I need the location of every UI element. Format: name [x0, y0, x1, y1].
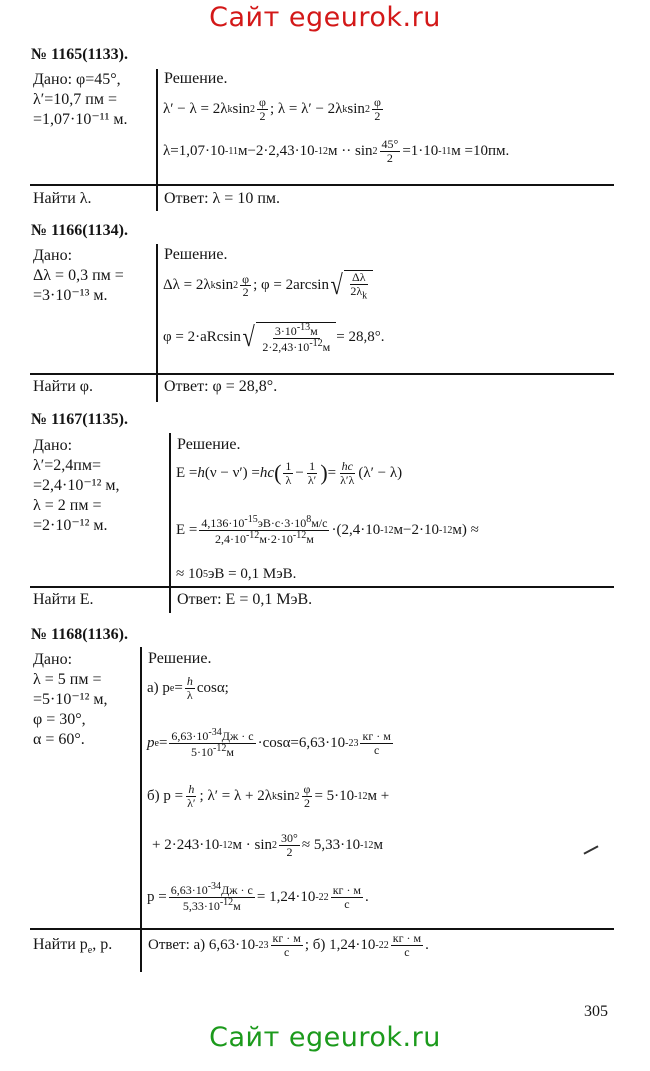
answer-1167: Ответ: Е = 0,1 МэВ.: [177, 591, 313, 608]
divider-vertical: [156, 244, 158, 402]
pen-mark: [583, 845, 598, 854]
problem-title-1166: № 1166(1134).: [31, 222, 128, 239]
given-1168: [33, 650, 108, 750]
equation-1166-1: Δλ = 2λ k sin 2 $\frac{\varphi}{2}$ ; φ = 2arcsin √ $\frac{\Delta\lambda}{2\lambda_k}$: [163, 270, 373, 301]
equation-1165-2: λ=1,07·10 -11 м−2·2,43·10 -12 м ·· sin 2 $\frac{45^\circ}{2}$ =1·10 -11 м =10пм.: [163, 137, 510, 165]
solution-label: Решение.: [164, 70, 228, 87]
answer-1168: Ответ: а) 6,63·10 -23 $\frac{кг \cdot м}{с}$ ; б) 1,24·10 -22 $\frac{кг \cdot м}{с}$ .: [148, 931, 429, 959]
given-line: φ = 30°,: [33, 711, 86, 728]
given-line: Дано:: [33, 651, 73, 668]
equation-1168-e: p = $\frac{6,63\cdot 10^{-34}Дж \cdot с}{5,33\cdot 10^{-12}м}$ = 1,24·10 -22 $\frac{кг \cdot м}{с}$ .: [147, 881, 369, 913]
equation-1167-3: ≈ 10 5 эВ = 0,1 МэВ.: [176, 566, 297, 582]
equation-1166-2: φ = 2·aRcsin √ $\frac{3\cdot 10^{-13}м}{2\cdot 2,43\cdot 10^{-12}м}$ = 28,8°.: [163, 321, 385, 354]
divider-horizontal: [30, 928, 614, 930]
divider-vertical: [156, 69, 158, 211]
solution-label: Решение.: [164, 246, 228, 263]
equation-1168-a: а) p e = $\frac{h}{\lambda}$ cosα;: [147, 674, 229, 702]
solution-label: Решение.: [177, 436, 241, 453]
site-watermark-top: Сайт egeurok.ru: [209, 2, 441, 33]
given-line: λ = 2 пм =: [33, 497, 102, 514]
problem-title-1165: № 1165(1133).: [31, 46, 128, 63]
equation-1165-1: λ′ − λ = 2λ k sin 2 $\frac{\varphi}{2}$ ; λ = λ′ − 2λ k sin 2 $\frac{\varphi}{2}$: [163, 95, 381, 123]
given-1166: [33, 246, 124, 306]
page-number: 305: [584, 1003, 608, 1020]
equation-1168-b: p e = $\frac{6,63\cdot 10^{-34}Дж \cdot с}{5\cdot 10^{-12}м}$ ·cosα=6,63·10 -23 $\frac{кг \cdot м}{с}$: [147, 727, 391, 759]
given-line: Дано: φ=45°,: [33, 71, 121, 88]
given-line: =2,4·10⁻¹² м,: [33, 477, 120, 494]
given-line: α = 60°.: [33, 731, 85, 748]
problem-title-1167: № 1167(1135).: [31, 411, 128, 428]
given-line: =3·10⁻¹³ м.: [33, 287, 108, 304]
find-1167: Найти Е.: [33, 591, 94, 608]
given-line: =5·10⁻¹² м,: [33, 691, 108, 708]
equation-1167-2: Е = $\frac{4,136\cdot 10^{-15}эВ\cdot с\cdot 3\cdot 10^8м/с}{2,4\cdot 10^{-12}м\cdot 2\cdot 10^{-12}м}$ ·(2,4·10 -12 м−2·10 -12 м) ≈: [176, 514, 479, 546]
equation-1167-1: Е = h (ν − ν′) = hc ( $\frac{1}{\lambda}$ − $\frac{1}{\lambda'}$ ) = $\frac{hc}{\lambda'\lambda}$ (λ′ − λ): [176, 459, 403, 487]
given-line: Дано:: [33, 437, 73, 454]
equation-1168-c: б) p = $\frac{h}{\lambda'}$ ; λ′ = λ + 2λ k sin 2 $\frac{\varphi}{2}$ = 5·10 -12 м +: [147, 782, 390, 810]
divider-vertical: [140, 647, 142, 972]
equation-1168-d: + 2·243·10 -12 м · sin 2 $\frac{30^\circ}{2}$ ≈ 5,33·10 -12 м: [152, 831, 383, 859]
given-line: λ′=10,7 пм =: [33, 91, 117, 108]
find-1168: Найти $p_e$, p.: [33, 936, 113, 957]
given-line: λ′=2,4пм=: [33, 457, 101, 474]
given-1165: [33, 70, 128, 130]
find-1166: Найти φ.: [33, 378, 94, 395]
problem-title-1168: № 1168(1136).: [31, 626, 128, 643]
given-line: =2·10⁻¹² м.: [33, 517, 108, 534]
site-watermark-bottom: Сайт egeurok.ru: [209, 1022, 441, 1053]
divider-horizontal: [30, 184, 614, 186]
given-line: Дано:: [33, 247, 73, 264]
answer-1165: Ответ: λ = 10 пм.: [164, 190, 281, 207]
given-1167: [33, 436, 120, 536]
find-1165: Найти λ.: [33, 190, 92, 207]
divider-horizontal: [30, 586, 614, 588]
given-line: =1,07·10⁻¹¹ м.: [33, 111, 128, 128]
given-line: λ = 5 пм =: [33, 671, 102, 688]
solution-label: Решение.: [148, 650, 212, 667]
given-line: Δλ = 0,3 пм =: [33, 267, 124, 284]
divider-horizontal: [30, 373, 614, 375]
answer-1166: Ответ: φ = 28,8°.: [164, 378, 278, 395]
